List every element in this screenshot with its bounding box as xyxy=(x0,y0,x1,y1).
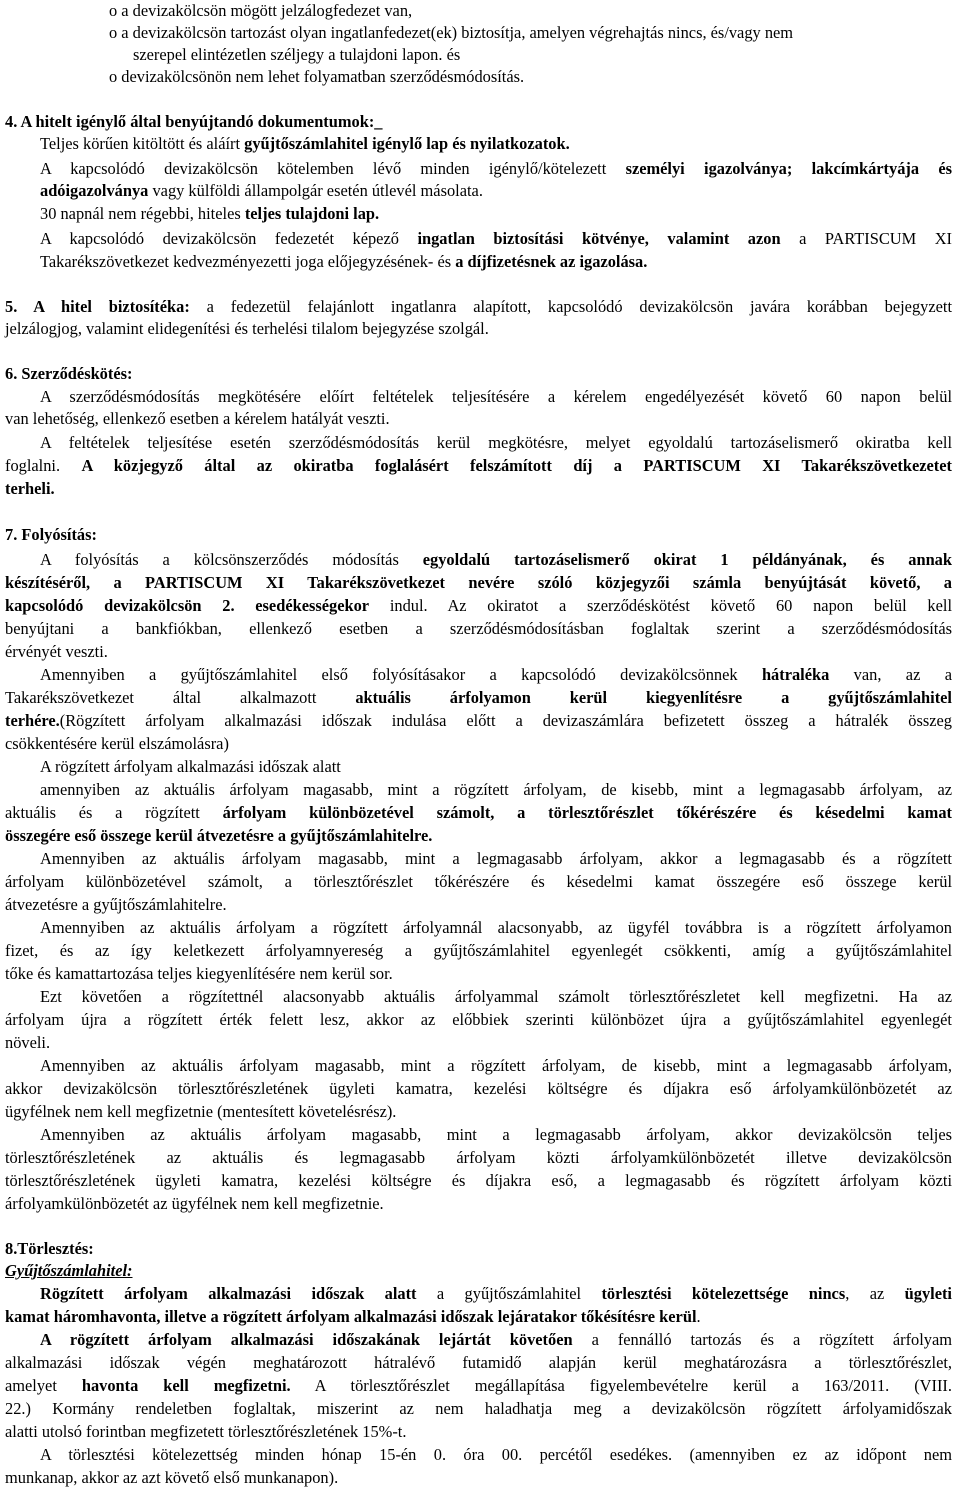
text-line xyxy=(109,66,524,88)
text-line xyxy=(40,432,952,454)
text-line xyxy=(40,1329,952,1351)
text-run: a fennálló tartozás és a rögzített árfolyam xyxy=(572,1330,953,1349)
text-line xyxy=(40,228,952,250)
text-run: havonta kell megfizetni. xyxy=(81,1376,291,1395)
text-line xyxy=(5,1032,50,1054)
text-run: érvényét veszti. xyxy=(5,642,108,661)
text-line xyxy=(5,1101,396,1123)
text-line xyxy=(5,595,952,617)
text-run: 7. Folyósítás: xyxy=(5,525,97,544)
text-run: A folyósítás a kölcsönszerződés módosítás xyxy=(40,550,423,569)
text-line xyxy=(5,455,952,477)
text-run: a fedezetül felajánlott ingatlanra alapított, kapcsolódó devizakölcsön javára korábban bejegyzett xyxy=(189,297,952,316)
text-line xyxy=(5,1009,952,1031)
text-line xyxy=(40,386,952,408)
text-run: aktuális és a rögzített xyxy=(5,803,223,822)
text-run: munkanap, akkor az azt követő első munkanapon). xyxy=(5,1468,339,1487)
text-run: teljes tulajdoni lap. xyxy=(244,204,380,223)
text-run: terhére. xyxy=(5,711,60,730)
text-line xyxy=(5,478,55,500)
text-line xyxy=(5,733,229,755)
text-run: árfolyam újra a rögzített érték felett lesz, akkor az előbbiek szerinti különbözet újra a gyűjtőszámlahitel egyenlegét xyxy=(5,1010,952,1029)
text-run: 8.Törlesztés: xyxy=(5,1239,94,1258)
text-line xyxy=(5,1147,952,1169)
text-line xyxy=(5,1398,952,1420)
text-line xyxy=(5,363,132,385)
text-line xyxy=(40,251,647,273)
text-run: o a devizakölcsön tartozást olyan ingatlanfedezet(ek) biztosítja, amelyen végrehajtás nincs, és/vagy nem xyxy=(109,23,794,42)
text-line xyxy=(5,963,393,985)
text-run: alatti utolsó forintban megfizetett törlesztőrészletének 15%-t. xyxy=(5,1422,407,1441)
text-run: (Rögzített árfolyam alkalmazási időszak indulása előtt a devizaszámlára befizetett összeg a hátralék összeg xyxy=(59,711,952,730)
text-line xyxy=(5,710,952,732)
text-run: amelyet xyxy=(5,1376,82,1395)
text-run: egyoldalú tartozáselismerő okirat 1 példányának, és annak xyxy=(422,550,952,569)
text-run: A törlesztőrészlet megállapítása figyelembevételre kerül a 163/2011. (VIII. xyxy=(290,1376,952,1395)
text-run: o a devizakölcsön mögött jelzálogfedezet van, xyxy=(109,1,413,20)
text-run: törlesztőrészletének az aktuális és legmagasabb árfolyam közti árfolyamkülönbözetét illetve devizakölcsön xyxy=(5,1148,952,1167)
text-line xyxy=(40,779,952,801)
text-run: Teljes körűen kitöltött és aláírt xyxy=(40,134,245,153)
text-run: a PARTISCUM XI xyxy=(780,229,953,248)
text-run: ingatlan biztosítási kötvénye, valamint azon xyxy=(417,229,781,248)
text-run: 4. A hitelt igénylő által benyújtandó dokumentumok:_ xyxy=(5,112,383,131)
text-run: alkalmazási időszak végén meghatározott hátralévő futamidő alapján kerül meghatározásra a törlesztőrészlet, xyxy=(5,1353,952,1372)
text-line xyxy=(40,203,379,225)
text-run: Amennyiben az aktuális árfolyam magasabb, mint a rögzített árfolyam, de kisebb, mint a legmagasabb árfolyam, xyxy=(40,1056,952,1075)
text-run: törlesztési kötelezettsége nincs xyxy=(601,1284,846,1303)
text-run: foglalni. xyxy=(5,456,82,475)
text-run: A feltételek teljesítése esetén szerződésmódosítás kerül megkötésre, melyet egyoldalú tartozáselismerő okiratba kell xyxy=(40,433,952,452)
text-line xyxy=(5,1306,701,1328)
text-line xyxy=(5,940,952,962)
text-run: van lehetőség, ellenkező esetben a kérelem hatályát veszti. xyxy=(5,409,390,428)
text-run: gyűjtőszámlahitel igénylő lap és nyilatkozatok. xyxy=(244,134,570,153)
text-run: van, az a xyxy=(829,665,952,684)
text-line xyxy=(5,687,952,709)
text-run: 30 napnál nem régebbi, hiteles xyxy=(40,204,245,223)
text-run: . xyxy=(696,1307,701,1326)
text-run: Amennyiben a gyűjtőszámlahitel első folyósításakor a kapcsolódó devizakölcsönnek xyxy=(40,665,762,684)
text-run: törlesztőrészletének ügyleti kamatra, kezelési költségre és díjakra eső, a legmagasabb és rögzített árfolyam közti xyxy=(5,1171,952,1190)
text-line xyxy=(40,664,952,686)
text-line xyxy=(40,1444,952,1466)
text-line xyxy=(5,1421,406,1443)
text-line xyxy=(5,618,952,640)
text-run: készítéséről, a PARTISCUM XI Takarékszövetkezet nevére szóló közjegyzői számla benyújtását követő, a xyxy=(5,573,952,592)
text-line xyxy=(40,756,341,778)
text-line xyxy=(5,802,952,824)
text-line xyxy=(40,1055,952,1077)
text-run: hátraléka xyxy=(761,665,830,684)
text-line xyxy=(40,848,952,870)
text-line xyxy=(5,111,383,133)
text-line xyxy=(40,917,952,939)
text-line xyxy=(5,524,97,546)
text-run: A közjegyző által az okiratba foglalásért felszámított díj a PARTISCUM XI Takarékszövetkezetet xyxy=(81,456,952,475)
text-run: átvezetésre a gyűjtőszámlahitelre. xyxy=(5,895,227,914)
text-line xyxy=(40,986,952,1008)
text-run: Amennyiben az aktuális árfolyam a rögzített árfolyamnál alacsonyabb, az ügyfél továbbra is a rögzített árfolyamon xyxy=(40,918,952,937)
text-run: Gyűjtőszámlahitel: xyxy=(5,1261,133,1280)
text-run: A törlesztési kötelezettség minden hónap 15-én 0. óra 00. percétől esedékes. (amennyiben ez az időpont nem xyxy=(40,1445,952,1464)
text-run: a gyűjtőszámlahitel xyxy=(416,1284,602,1303)
text-line xyxy=(5,1170,952,1192)
text-run: terheli. xyxy=(5,479,55,498)
text-line xyxy=(5,1078,952,1100)
text-run: benyújtani a bankfiókban, ellenkező esetben a szerződésmódosításban foglaltak szerint a szerződésmódosítás xyxy=(5,619,952,638)
text-line xyxy=(5,641,108,663)
text-run: árfolyam különbözetével számolt, a törlesztőrészlet tőkérészére és késedelmi kamat összegére eső összege kerül xyxy=(5,872,952,891)
text-line xyxy=(5,296,952,318)
text-line xyxy=(5,894,227,916)
text-run: fizet, és az így keletkezett árfolyamnyereség a gyűjtőszámlahitel egyenlegét csökkenti, amíg a gyűjtőszámlahitel xyxy=(5,941,952,960)
text-run: Takarékszövetkezet által alkalmazott xyxy=(5,688,356,707)
text-line xyxy=(5,1238,94,1260)
text-run: 5. A hitel biztosítéka: xyxy=(5,297,190,316)
text-run: 22.) Kormány rendeletben foglaltak, miszerint az nem haladhatja meg a devizakölcsön rögzített árfolyamidőszak xyxy=(5,1399,952,1418)
text-run: akkor devizakölcsön törlesztőrészletének ügyleti kamatra, kezelési költségre és díjakra eső árfolyamkülönbözetét az xyxy=(5,1079,952,1098)
text-line xyxy=(5,408,390,430)
text-run: összegére eső összege kerül átvezetésre a gyűjtőszámlahitelre. xyxy=(5,826,433,845)
text-run: Rögzített árfolyam alkalmazási időszak alatt xyxy=(40,1284,417,1303)
text-line xyxy=(5,1375,952,1397)
text-line xyxy=(40,549,952,571)
text-run: jelzálogjog, valamint elidegenítési és terhelési tilalom bejegyzése szolgál. xyxy=(5,319,489,338)
text-line xyxy=(5,1467,338,1489)
text-line xyxy=(5,1193,384,1215)
text-run: kamat háromhavonta, illetve a rögzített árfolyam alkalmazási időszak lejáratakor tőkésítésre kerül xyxy=(5,1307,697,1326)
text-run: A rögzített árfolyam alkalmazási időszak alatt xyxy=(40,757,341,776)
text-line xyxy=(133,44,460,66)
text-run: amennyiben az aktuális árfolyam magasabb, mint a rögzített árfolyam, de kisebb, mint a legmagasabb árfolyam, az xyxy=(40,780,952,799)
text-run: A rögzített árfolyam alkalmazási időszakának lejártát követően xyxy=(40,1330,573,1349)
text-line xyxy=(109,0,412,22)
text-line xyxy=(40,1283,952,1305)
text-line xyxy=(5,572,952,594)
text-run: ügyleti xyxy=(904,1284,952,1303)
text-run: indul. Az okiratot a szerződéskötést követő 60 napon belül kell xyxy=(369,596,952,615)
text-run: személyi igazolványa; lakcímkártyája és xyxy=(625,159,952,178)
text-run: ügyfélnek nem kell megfizetnie (mentesített követelésrész). xyxy=(5,1102,397,1121)
text-line xyxy=(40,180,483,202)
text-run: árfolyam különbözetével számolt, a törlesztőrészlet tőkérészére és késedelmi kamat xyxy=(222,803,952,822)
text-run: A kapcsolódó devizakölcsön fedezetét képező xyxy=(40,229,418,248)
text-run: csökkentésére kerül elszámolásra) xyxy=(5,734,229,753)
text-run: Takarékszövetkezet kedvezményezetti joga előjegyzésének- és xyxy=(40,252,456,271)
text-run: a díjfizetésnek az igazolása. xyxy=(455,252,648,271)
text-run: A szerződésmódosítás megkötésére előírt feltételek teljesítésére a kérelem engedélyezését követő 60 napon belül xyxy=(40,387,952,406)
text-line xyxy=(5,871,952,893)
text-run: , az xyxy=(845,1284,905,1303)
text-run: vagy külföldi állampolgár esetén útlevél másolata. xyxy=(148,181,483,200)
text-line xyxy=(5,318,489,340)
text-line xyxy=(109,22,793,44)
text-line xyxy=(40,133,570,155)
text-run: kapcsolódó devizakölcsön 2. esedékességekor xyxy=(5,596,370,615)
text-line xyxy=(5,1352,952,1374)
text-run: 6. Szerződéskötés: xyxy=(5,364,133,383)
text-run: Amennyiben az aktuális árfolyam magasabb, mint a legmagasabb árfolyam, akkor a legmagasabb és a rögzített xyxy=(40,849,952,868)
text-run: aktuális árfolyamon kerül kiegyenlítésre a gyűjtőszámlahitel xyxy=(355,688,952,707)
text-run: növeli. xyxy=(5,1033,51,1052)
text-line xyxy=(40,158,952,180)
text-run: tőke és kamattartozása teljes kiegyenlítésére nem kerül sor. xyxy=(5,964,393,983)
text-run: szerepel elintézetlen széljegy a tulajdoni lapon. és xyxy=(133,45,461,64)
text-run: Ezt követően a rögzítettnél alacsonyabb aktuális árfolyammal számolt törlesztőrészletet kell megfizetni. Ha az xyxy=(40,987,952,1006)
text-run: adóigazolványa xyxy=(40,181,149,200)
text-run: Amennyiben az aktuális árfolyam magasabb, mint a legmagasabb árfolyam, akkor devizakölcsön teljes xyxy=(40,1125,952,1144)
text-run: o devizakölcsönön nem lehet folyamatban szerződésmódosítás. xyxy=(109,67,525,86)
text-line xyxy=(5,825,432,847)
text-run: árfolyamkülönbözetét az ügyfélnek nem kell megfizetnie. xyxy=(5,1194,384,1213)
text-run: A kapcsolódó devizakölcsön kötelemben lévő minden igénylő/kötelezett xyxy=(40,159,626,178)
text-line xyxy=(5,1260,133,1282)
text-line xyxy=(40,1124,952,1146)
